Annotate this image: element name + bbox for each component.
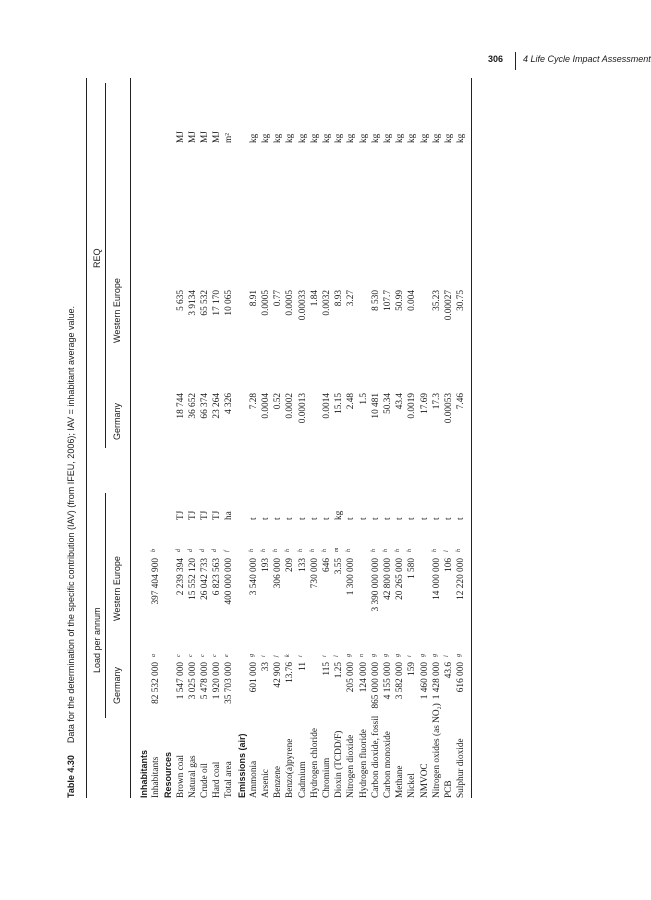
load-germany-cell: 3 582 000 <box>395 662 406 700</box>
load-germany-cell: 4 155 000 <box>383 662 393 700</box>
req-germany-cell: 0.00053 <box>444 393 454 424</box>
footnote-marker: h <box>297 549 304 552</box>
table-row <box>199 78 211 798</box>
req-unit-cell: kg <box>395 133 406 143</box>
table-row <box>345 78 357 798</box>
load-unit-cell: t <box>248 517 259 520</box>
col-header-load-western-europe: Western Europe <box>112 556 122 621</box>
req-germany-cell: 0.0014 <box>322 393 332 419</box>
footnote-marker: h <box>309 549 316 552</box>
load-unit-cell: t <box>431 517 442 520</box>
footnote-marker: h <box>431 549 438 552</box>
load-western-europe-cell: 3.55 <box>334 558 345 575</box>
group-header-load: Load per annum <box>92 607 102 673</box>
load-western-europe-cell: 12 220 000 <box>456 558 467 600</box>
footnote-marker: h <box>248 549 255 552</box>
rotated-table <box>66 78 586 798</box>
req-western-europe-cell: 0.004 <box>407 290 418 311</box>
load-western-europe-cell: 306 000 <box>273 558 284 589</box>
footnote-marker: h <box>261 549 267 552</box>
section-heading: Resources <box>163 751 174 798</box>
req-western-europe-cell: 8.91 <box>248 290 259 307</box>
group-rule-load <box>105 493 106 718</box>
load-germany-cell: 1.25 <box>334 662 345 679</box>
table-row <box>321 78 333 798</box>
group-rule-req <box>105 83 106 448</box>
req-unit-cell: kg <box>456 133 467 143</box>
footnote-marker: l <box>334 655 341 657</box>
load-unit-cell: TJ <box>187 510 198 520</box>
load-germany-cell: 115 <box>322 662 332 676</box>
footnote-marker: m <box>334 547 341 552</box>
row-name: Sulphur dioxide <box>456 738 467 798</box>
load-germany-cell: 3 025 000 <box>187 662 198 700</box>
load-unit-cell: t <box>419 517 430 520</box>
footnote-marker: j <box>273 655 280 657</box>
load-western-europe-cell: 15 552 120 <box>187 558 198 600</box>
table-label: Table 4.30 <box>66 755 76 798</box>
row-name: Inhabitants <box>151 756 162 798</box>
table-row <box>431 78 443 798</box>
load-unit-cell: t <box>358 517 369 520</box>
req-western-europe-cell: 30.75 <box>456 290 467 311</box>
header-rule <box>130 78 131 798</box>
header-divider <box>515 52 516 70</box>
req-western-europe-cell: 5 635 <box>175 290 186 311</box>
row-name: Hydrogen fluoride <box>358 729 369 798</box>
footnote-marker: g <box>456 654 463 657</box>
top-rule <box>86 78 87 798</box>
req-unit-cell: MJ <box>200 131 210 143</box>
footnote-marker: c <box>175 654 182 657</box>
load-germany-cell: 11 <box>297 662 308 671</box>
footnote-marker: l <box>444 655 450 657</box>
req-western-europe-cell: 0.00027 <box>444 290 454 321</box>
req-unit-cell: MJ <box>187 131 198 143</box>
footnote-marker: k <box>285 654 292 657</box>
footnote-marker: f <box>224 550 231 552</box>
footnote-marker: h <box>370 549 377 552</box>
load-western-europe-cell: 3 540 000 <box>248 558 259 596</box>
footnote-marker: i <box>407 655 414 657</box>
row-name: Hydrogen chloride <box>309 728 320 798</box>
section-heading: Emissions (air) <box>236 733 247 798</box>
load-unit-cell: t <box>261 517 271 520</box>
req-germany-cell: 7.46 <box>456 393 467 410</box>
row-name: Nitrogen dioxide <box>346 734 357 798</box>
table-caption <box>66 306 76 798</box>
load-western-europe-cell: 1 300 000 <box>346 558 357 596</box>
footnote-marker: i <box>322 655 328 657</box>
row-name: Ammonia <box>248 760 259 798</box>
load-unit-cell: t <box>456 517 467 520</box>
table-row <box>284 78 296 798</box>
footnote-marker: g <box>370 654 377 657</box>
req-unit-cell: kg <box>261 133 271 143</box>
footnote-marker: h <box>285 549 292 552</box>
page-number: 306 <box>488 54 504 64</box>
load-germany-cell: 43.6 <box>444 662 454 679</box>
load-unit-cell: kg <box>334 510 345 520</box>
load-western-europe-cell: 20 265 000 <box>395 558 406 600</box>
row-name: Methane <box>395 765 406 798</box>
footnote-marker: h <box>456 549 463 552</box>
req-western-europe-cell: 8 530 <box>370 290 381 311</box>
req-germany-cell: 0.00013 <box>297 393 308 424</box>
section-row <box>236 78 248 798</box>
req-western-europe-cell: 65 532 <box>200 290 210 316</box>
row-name: Cadmium <box>297 761 308 798</box>
req-western-europe-cell: 10 065 <box>224 290 235 316</box>
load-germany-cell: 42 900 <box>273 662 284 688</box>
footnote-marker: a <box>151 654 158 657</box>
load-unit-cell: t <box>309 517 320 520</box>
row-name: Benzo(a)pyrene <box>285 738 296 798</box>
row-name: Carbon dioxide, fossil <box>370 715 381 798</box>
table-row <box>455 78 467 798</box>
req-unit-cell: kg <box>322 133 332 143</box>
table-row <box>175 78 187 798</box>
footnote-marker: c <box>187 654 194 657</box>
load-western-europe-cell: 193 <box>261 558 271 572</box>
load-germany-cell: 33 <box>261 662 271 672</box>
footnote-marker: d <box>200 549 206 552</box>
req-unit-cell: kg <box>444 133 454 143</box>
load-western-europe-cell: 26 042 733 <box>200 558 210 600</box>
load-western-europe-cell: 2 239 394 <box>175 558 186 596</box>
col-header-req-western-europe: Western Europe <box>112 278 122 343</box>
footnote-marker: d <box>175 549 182 552</box>
load-germany-cell: 1 428 000 <box>431 662 442 700</box>
load-germany-cell: 1 547 000 <box>175 662 186 700</box>
load-western-europe-cell: 3 390 000 000 <box>370 558 381 612</box>
footnote-marker: g <box>431 654 438 657</box>
req-germany-cell: 18 744 <box>175 393 186 419</box>
running-header <box>0 52 651 74</box>
row-name: Brown coal <box>175 754 186 798</box>
load-germany-cell: 616 000 <box>456 662 467 693</box>
load-germany-cell: 1 920 000 <box>212 662 223 700</box>
req-germany-cell: 1.5 <box>358 393 369 405</box>
load-western-europe-cell: 42 800 000 <box>383 558 393 600</box>
row-name: NMVOC <box>419 763 430 798</box>
req-germany-cell: 4 326 <box>224 393 235 414</box>
req-germany-cell: 15.15 <box>334 393 345 414</box>
req-germany-cell: 17.3 <box>431 393 442 410</box>
req-unit-cell: kg <box>358 133 369 143</box>
table-row <box>406 78 418 798</box>
row-name: Natural gas <box>187 755 198 798</box>
table-caption-text: Data for the determination of the specific contribution (IAV) (from IFEU, 2006); IAV = inhabitant average value. <box>66 306 76 744</box>
table-row <box>443 78 455 798</box>
row-name: Total area <box>224 761 235 798</box>
footnote-marker: g <box>395 654 402 657</box>
req-germany-cell: 23 264 <box>212 393 223 419</box>
load-unit-cell: ha <box>224 511 235 520</box>
table-row <box>297 78 309 798</box>
table-row <box>333 78 345 798</box>
section-heading: Inhabitants <box>139 749 149 798</box>
group-header-req: REQ <box>92 248 102 268</box>
req-unit-cell: kg <box>297 133 308 143</box>
load-unit-cell: t <box>444 517 454 520</box>
footnote-marker: l <box>444 550 450 552</box>
req-unit-cell: kg <box>346 133 357 143</box>
table-row <box>272 78 284 798</box>
load-western-europe-cell: 400 000 000 <box>224 558 235 605</box>
row-name: Hard coal <box>212 761 223 798</box>
load-western-europe-cell: 1 580 <box>407 558 418 579</box>
req-western-europe-cell: 3.27 <box>346 290 357 307</box>
req-western-europe-cell: 0.0005 <box>261 290 271 316</box>
row-name: Benzene <box>273 765 284 798</box>
load-unit-cell: t <box>346 517 357 520</box>
req-unit-cell: kg <box>407 133 418 143</box>
load-germany-cell: 13.76 <box>285 662 296 683</box>
req-unit-cell: m² <box>224 132 235 143</box>
footnote-marker: h <box>395 549 402 552</box>
table-row <box>394 78 406 798</box>
req-germany-cell: 0.0002 <box>285 393 296 419</box>
footnote-marker: d <box>212 549 219 552</box>
table-row <box>358 78 370 798</box>
req-western-europe-cell: 0.0032 <box>322 290 332 316</box>
bottom-rule <box>471 78 472 798</box>
row-name: Crude oil <box>200 763 210 798</box>
req-unit-cell: kg <box>309 133 320 143</box>
load-germany-cell: 865 000 000 <box>370 662 381 709</box>
load-western-europe-cell: 14 000 000 <box>431 558 442 600</box>
req-germany-cell: 50.34 <box>383 393 393 414</box>
footnote-marker: b <box>151 549 158 552</box>
req-western-europe-cell: 35.23 <box>431 290 442 311</box>
row-name: Dioxin (TCDD/F) <box>334 730 345 798</box>
row-name: Carbon monoxide <box>383 731 393 798</box>
req-germany-cell: 36 652 <box>187 393 198 419</box>
table-row <box>248 78 260 798</box>
load-western-europe-cell: 6 823 563 <box>212 558 223 596</box>
row-name: PCB <box>444 780 454 798</box>
footnote-marker: n <box>358 654 365 657</box>
row-name: Nitrogen oxides (as NO₂) <box>431 703 442 798</box>
req-unit-cell: kg <box>431 133 442 143</box>
req-unit-cell: MJ <box>212 131 223 143</box>
req-western-europe-cell: 3 9134 <box>187 290 198 316</box>
load-germany-cell: 124 000 <box>358 662 369 693</box>
load-germany-cell: 35 703 000 <box>224 662 235 704</box>
table-row <box>150 78 162 798</box>
load-unit-cell: t <box>383 517 393 520</box>
table-row <box>223 78 235 798</box>
load-unit-cell: TJ <box>175 510 186 520</box>
footnote-marker: h <box>383 549 389 552</box>
footnote-marker: c <box>200 654 206 657</box>
load-unit-cell: t <box>407 517 418 520</box>
req-unit-cell: kg <box>248 133 259 143</box>
load-western-europe-cell: 730 000 <box>309 558 320 589</box>
footnote-marker: i <box>297 655 304 657</box>
footnote-marker: d <box>187 549 194 552</box>
req-germany-cell: 0.52 <box>273 393 284 410</box>
req-western-europe-cell: 0.0005 <box>285 290 296 316</box>
req-western-europe-cell: 17 170 <box>212 290 223 316</box>
footnote-marker: h <box>322 549 328 552</box>
table-row <box>382 78 394 798</box>
load-germany-cell: 601 000 <box>248 662 259 693</box>
load-unit-cell: t <box>297 517 308 520</box>
req-unit-cell: kg <box>370 133 381 143</box>
table-row <box>187 78 199 798</box>
req-germany-cell: 43.4 <box>395 393 406 410</box>
table-row <box>370 78 382 798</box>
load-unit-cell: t <box>322 517 332 520</box>
req-germany-cell: 10 481 <box>370 393 381 419</box>
req-germany-cell: 0.0004 <box>261 393 271 419</box>
table-row <box>211 78 223 798</box>
load-western-europe-cell: 646 <box>322 558 332 572</box>
req-western-europe-cell: 8.93 <box>334 290 345 307</box>
load-unit-cell: TJ <box>212 510 223 520</box>
row-name: Chromium <box>322 757 332 798</box>
req-unit-cell: kg <box>334 133 345 143</box>
table-row <box>260 78 272 798</box>
row-name: Nickel <box>407 773 418 798</box>
req-germany-cell: 66 374 <box>200 393 210 419</box>
load-western-europe-cell: 106 <box>444 558 454 572</box>
req-unit-cell: kg <box>273 133 284 143</box>
footnote-marker: c <box>212 654 219 657</box>
req-unit-cell: kg <box>285 133 296 143</box>
footnote-marker: g <box>346 654 353 657</box>
load-germany-cell: 1 460 000 <box>419 662 430 700</box>
req-germany-cell: 17.69 <box>419 393 430 414</box>
load-unit-cell: t <box>273 517 284 520</box>
req-germany-cell: 0.0019 <box>407 393 418 419</box>
load-germany-cell: 159 <box>407 662 418 676</box>
req-western-europe-cell: 107.7 <box>383 290 393 311</box>
footnote-marker: h <box>407 549 414 552</box>
footnote-marker: g <box>419 654 426 657</box>
req-western-europe-cell: 1.84 <box>309 290 320 307</box>
load-unit-cell: t <box>370 517 381 520</box>
load-unit-cell: t <box>395 517 406 520</box>
req-germany-cell: 7.28 <box>248 393 259 410</box>
req-western-europe-cell: 0.77 <box>273 290 284 307</box>
footnote-marker: e <box>224 654 231 657</box>
req-unit-cell: kg <box>419 133 430 143</box>
load-germany-cell: 82 532 000 <box>151 662 162 704</box>
load-western-europe-cell: 209 <box>285 558 296 572</box>
section-row <box>138 78 150 798</box>
row-name: Arsenic <box>261 769 271 798</box>
col-header-req-germany: Germany <box>112 402 122 440</box>
table-row <box>309 78 321 798</box>
footnote-marker: g <box>248 654 255 657</box>
footnote-marker: i <box>261 655 267 657</box>
req-western-europe-cell: 0.00033 <box>297 290 308 321</box>
col-header-load-germany: Germany <box>112 666 122 704</box>
req-unit-cell: kg <box>383 133 393 143</box>
req-germany-cell: 2.48 <box>346 393 357 410</box>
load-germany-cell: 205 000 <box>346 662 357 693</box>
load-western-europe-cell: 133 <box>297 558 308 572</box>
footnote-marker: h <box>346 549 353 552</box>
chapter-title: 4 Life Cycle Impact Assessment <box>523 54 651 64</box>
load-unit-cell: TJ <box>200 510 210 520</box>
section-row <box>162 78 174 798</box>
load-unit-cell: t <box>285 517 296 520</box>
footnote-marker: h <box>273 549 280 552</box>
req-western-europe-cell: 50.99 <box>395 290 406 311</box>
footnote-marker: g <box>383 654 389 657</box>
table-row <box>419 78 431 798</box>
req-unit-cell: MJ <box>175 131 186 143</box>
load-western-europe-cell: 397 404 900 <box>151 558 162 605</box>
load-germany-cell: 5 478 000 <box>200 662 210 700</box>
